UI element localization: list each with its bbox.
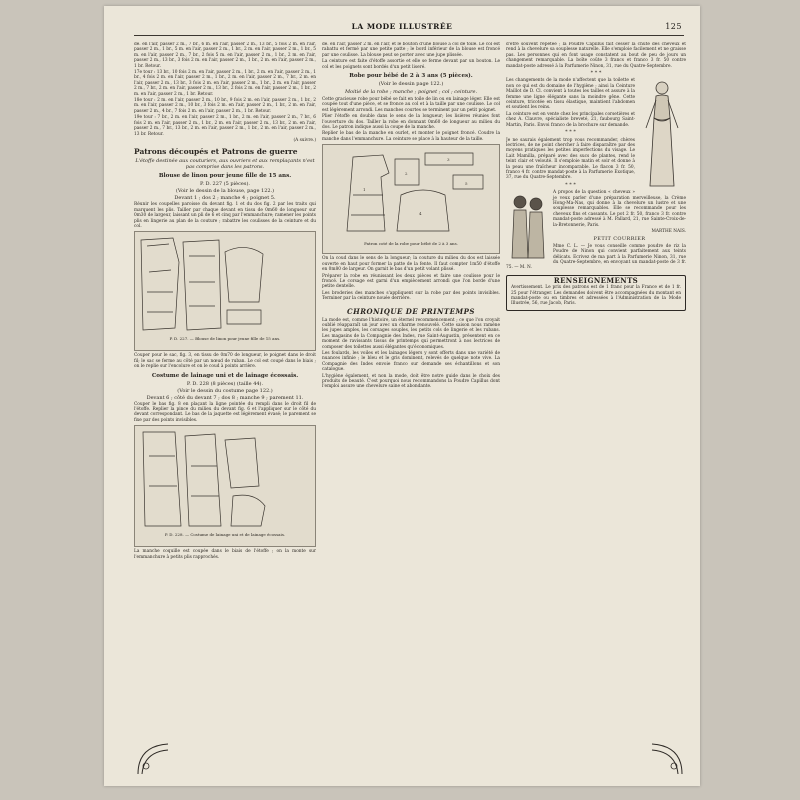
hair-women-illustration [506,190,550,260]
column-middle [322,42,500,772]
svg-text:2: 2 [405,171,408,177]
article-paragraph: La ceinture est en vente chez les principales corsetières et chez A. Clauvre, spécialiste breveté, 21, faubourg Saint-Martin, Paris. Envoi franco de la brochure sur demande. [506,111,635,128]
article-paragraph: La ceinture est faite d'étoffe assortie et elle se ferme devant par un bouton. Le col et les poignets sont bordés d'un petit liseré. [322,59,500,70]
separator-stars: * * * [565,129,576,136]
baby-dress-pattern-figure [322,144,500,254]
article-paragraph: Plier l'étoffe en double dans le sens de la longueur; les lisières réunies font l'ouverture du dos. Tailler la robe en donnant 0m60 de longueur au milieu du dos. Le patron indique aussi la coupe de la manche. [322,114,500,131]
figure-caption: P. D. 227. — Blouse de linon pour jeune fille de 15 ans. [169,336,281,342]
pattern-drawing [135,426,315,532]
article-paragraph: Les broderies des manches s'appliquent sur la robe par des points invisibles. Terminer par la ceinture nouée derrière. [322,290,500,302]
article-paragraph: La manche coquille est coupée dans le biais de l'étoffe ; on la monte sur l'emmanchure à petits plis rapprochés. [134,549,316,560]
pattern-reference: P. D. 227 (5 pièces). [199,181,251,188]
page-number: 125 [665,22,682,31]
article-paragraph: Réunir les coupelles paroisse du devant fig. 1 et du dos fig. 2 par les traits qui marquent les plis. Tailler par chaque devant en tissu de 0m60 de longueur sur 0m30 de largeur, laissant un pli de 6 et cinq par l'emmanchure; ramener les points plis en lingerie au plan de la couture ; rabattre les coulisses de la ceinture et du col. [134,202,316,229]
box-title: RENSEIGNEMENTS [553,275,639,285]
article-paragraph: d'être souvent répétée ; la Poudre Capillus fait cesser la chute des cheveux et rend à la chevelure sa souplesse naturelle. Elle s'emploie facilement et ne graisse pas. Les personnes qui en font usage constatent au bout de peu de jours un changement remarquable. La boîte coûte 3 francs et franco 3 fr. 50 contre mandat-poste adressé à la Parfumerie Ninon, 31, rue du Quatre-Septembre. [506,42,686,69]
article-paragraph: Les foulards, les voiles et les lainages légers y sont offerts dans une variété de nuances infinie ; le bleu et le gris dominent, relevés de quelque note vive. La Compagnie des Indes envoie franco sur demande ses échantillons et son catalogue. [322,350,500,373]
section-heading: Patrons découpés et Patrons de guerre [134,147,298,157]
see-drawing-note: (Voir le dessin du costume page 122.) [177,387,273,394]
pattern-pieces: Devant 1 ; dos 2 ; manche 4 ; poignet 5. [174,195,276,202]
figure-caption: Patron coté de la robe pour bébé de 2 à 3 ans. [364,241,458,247]
see-drawing-note: (Voir le dessin page 122.) [378,81,444,88]
svg-text:3: 3 [447,157,450,163]
corset-woman-illustration [638,78,686,190]
article-title: Costume de lainage uni et de lainage écossais. [151,372,299,379]
column-right [506,42,686,772]
svg-text:5: 5 [465,181,468,187]
knitting-paragraph: 19e tour : 7 br., 2 m. en l'air, passer 2 m., 1 br., 2 m. en l'air, passer 2 m., 7 br., 6 fois 2 m. en l'air, passer 2 m., 1 br., 2 m. en l'air, passer 2 m., 13 br., 2 m. en l'air, passer 2 m., 7 br., 13 br., 2 m. en l'air, passer 2 m., 1 br., 2 m. en l'air, passer 2 m., 13 br. Retour. [134,115,316,137]
section-heading: CHRONIQUE DE PRINTEMPS [347,306,475,316]
separator-stars: * * * [590,70,602,77]
article-paragraph: Mme C. L. — Je vous conseille comme poudre de riz la Poudre de Ninon qui convient parfaitement aux teints délicats. Ecrivez de ma part à la Parfumerie Ninon, 31, rue du Quatre-Septembre, en envoyant un mandat-poste de 3 fr. 75. — M. N. [506,243,686,271]
article-paragraph: A propos de la question « cheveux » je veux parler d'une préparation merveilleuse, la Crème Hong-Ma-Nas, qui donne à la chevelure un lustre et une souplesse remarquables. Elle se recommande pour les cheveux fins et cassants. Le pot 2 fr. 50, franco 3 fr. contre mandat-poste adressé à M. Pallard, 21, rue Sainte-Croix-de-la-Bretonnerie, Paris. [553,190,686,228]
article-paragraph: La mode est, comme l'histoire, un éternel recommencement ; ce que l'on croyait oublié réapparaît un jour avec un charme renouvelé. Cette saison nous ramène les jupes amples, les corsages souples, les petits cols de lingerie et les rubans. Les magasins de la Compagnie des Indes, rue Saint-Augustin, présentent en ce moment de ravissants tissus de printemps qui permettront à nos lectrices de composer des toilettes aussi élégantes qu'économiques. [322,317,500,350]
article-paragraph: On la coud dans le sens de la longueur; la couture du milieu du dos est laissée ouverte en haut pour former la patte de la fente. Il faut compter 1m50 d'étoffe en 0m80 de largeur. On garnit le bas d'un petit volant plissé. [322,256,500,273]
pattern-drawing [323,145,499,241]
svg-text:4: 4 [419,211,422,217]
article-paragraph: Replier le bas de la manche en ourlet, et monter le poignet froncé. Coudre la manche dans l'emmanchure. La ceinture se place à la hauteur de la taille. [322,131,500,142]
separator-stars: * * * [565,181,576,188]
author-signature: MARTHE NAIS. [651,229,686,234]
pattern-reference: P. D. 228 (8 pièces) (taille 44). [186,380,264,387]
article-paragraph: Je ne saurais également trop vous recommander, chères lectrices, de ne point chercher à faire disparaître par des moyens pratiques les petites imperfections du visage. Le Lait Mamilla, préparé avec des sucs de plantes, rend le teint clair et velouté. Il s'emploie matin et soir et donne à la peau une fraîcheur incomparable. Le flacon 3 fr. 50, franco 4 fr. contre mandat-poste à la Parfumerie Exotique, 37, rue du Quatre-Septembre. [506,137,635,181]
to-be-continued: (A suivre.) [293,137,316,143]
article-paragraph: L'hygiène également, et non la mode, doit être notre guide dans le choix des produits de beauté. C'est pourquoi nous recommandons la Poudre Capillus dont l'emploi assure une chevelure saine et abondante. [322,373,500,390]
article-paragraph: Couper pour le sac, fig. 3, en tissu de 0m70 de longueur, le poignet dans le droit fil; le sac se ferme au côté par un nœud de ruban. Le col est coupé dans le biais ; on le replie sur l'encolure et on le coud à points arrière. [134,353,316,370]
publication-title: LA MODE ILLUSTRÉE [351,22,453,31]
see-drawing-note: (Voir le dessin de la blouse, page 122.) [175,188,275,195]
article-paragraph: Cette gracieuse robe pour bébé se fait en toile de lin ou en lainage léger. Elle est coupée tout d'une pièce, et se fronce au col et à la taille par une coulisse. Le col est légèrement arrondi. Les manches courtes se terminent par un petit poignet. [322,97,500,113]
section-intro: L'étoffe destinée aux couturiers, aux ouvriers et aux remplaçants n'est pas comprise dans les patrons. [135,158,315,171]
newspaper-page [104,6,700,786]
info-box [506,275,686,311]
ornament-icon [136,742,170,776]
article-paragraph: Les changements de la mode n'affectent que la toilette et non ce qui est du domaine de l'hygiène ; ainsi la Ceinture Maillot de D. Cl. convient à toutes les tailles et assure à la femme une ligne élégante sans la moindre gêne. Cette ceinture, tricotée en tissu élastique, maintient l'abdomen et soutient les reins. [506,78,635,111]
box-text: Avertissement. Le prix des patrons est de 1 franc pour la France et de 1 fr. 25 pour l'étranger. Les demandes doivent être accompagnées du montant en mandat-poste ou en timbres et adressées à l'Administration de la Mode Illustrée, 56, rue Jacob, Paris. [511,285,681,307]
article-paragraph: de. en l'air, passer 2 m. en l'air, et le bouton d'une blouse à col de toile. Le col est rabattu et fermé par une petite patte ; le bord inférieur de la blouse est froncé par une coulisse. La blouse peut se porter avec une jupe plissée. [322,42,500,58]
knitting-paragraph: 17e tour : 13 br., 10 fois 2 m. en l'air, passer 2 m., 1 br., 2 m. en l'air, passer 2 m., 1 br., 4 fois 2 m. en l'air, passer 2 m., 1 br., 2 m. en l'air, passer 2 m., 7 br., 2 m. en l'air, passer 2 m., 13 br., 3 fois 2 m. en l'air, passer 2 m., 1 br., 2 m. en l'air, passer 2 m., 7 br., 2 m. en l'air, passer 2 m., 13 br., 2 fois 2 m. en l'air, passer 2 m., 1 br., 2 m. en l'air, passer 2 m., 1 br. Retour. [134,70,316,97]
pattern-pieces: Moitié de la robe ; manche ; poignet ; col ; ceinture. [344,89,478,96]
pattern-pieces: Devant 6 ; côté du devant 7 ; dos 8 ; manche 9 ; parement 11. [146,394,304,401]
column-left [134,42,316,772]
header-rule [134,35,684,36]
blouse-pattern-figure [134,231,316,351]
svg-text:1: 1 [363,187,366,193]
figure-caption: P. D. 228. — Costume de lainage uni et de lainage écossais. [164,532,286,538]
costume-pattern-figure [134,425,316,547]
article-title: Blouse de linon pour jeune fille de 15 ans. [158,173,292,180]
knitting-paragraph: de. en l'air, passer 2 m., 7 br., 6 m. en l'air, passer 2 m., 13 br., 5 fois 2 m. en l'air, passer 2 m., 1 br., 5 m. en l'air, passer 2 m., 1 br., 2 m. en l'air, passer 2 m., 1 br., 5 m. en l'air, passer 2 m., 7 br., 2 fois 5 m. en l'air, passer 2 m., 1 br., 2 m. en l'air, passer 2 m., 13 br., 3 fois 2 m. en l'air, passer 2 m., 1 br., 2 m. en l'air, passer 2 m., 1 br. Retour. [134,42,316,69]
article-paragraph: Couper le bas fig. 8 en plaçant la ligne pointée du rempli dans le droit fil de l'étoffe. Replier la pince du milieu du devant fig. 6 et l'appliquer sur le côté du devant correspondant. Le bas de la jaquette est légèrement évasé; le parement se fixe par des points invisibles. [134,401,316,423]
ornament-icon [650,742,684,776]
section-heading: PETIT COURRIER [593,236,646,243]
pattern-drawing [135,232,315,336]
knitting-paragraph: 18e tour : 2 m. en l'air, passer 2 m., 10 br., 9 fois 2 m. en l'air, passer 2 m., 1 br., 2 m. en l'air, passer 2 m., 10 br., 3 fois 2 m. en l'air, passer 2 m., 1 br., 2 m. en l'air, passer 2 m., 4 br., 7 fois 2 m. en l'air, passer 2 m., 1 br. Retour. [134,98,316,114]
article-paragraph: Préparer la robe en réunissant les deux pièces et faire une coulisse pour le froncé. Le corsage est garni d'un empiècement arrondi que l'on borde d'une petite dentelle. [322,273,500,290]
article-title: Robe pour bébé de 2 à 3 ans (5 pièces). [349,73,473,80]
